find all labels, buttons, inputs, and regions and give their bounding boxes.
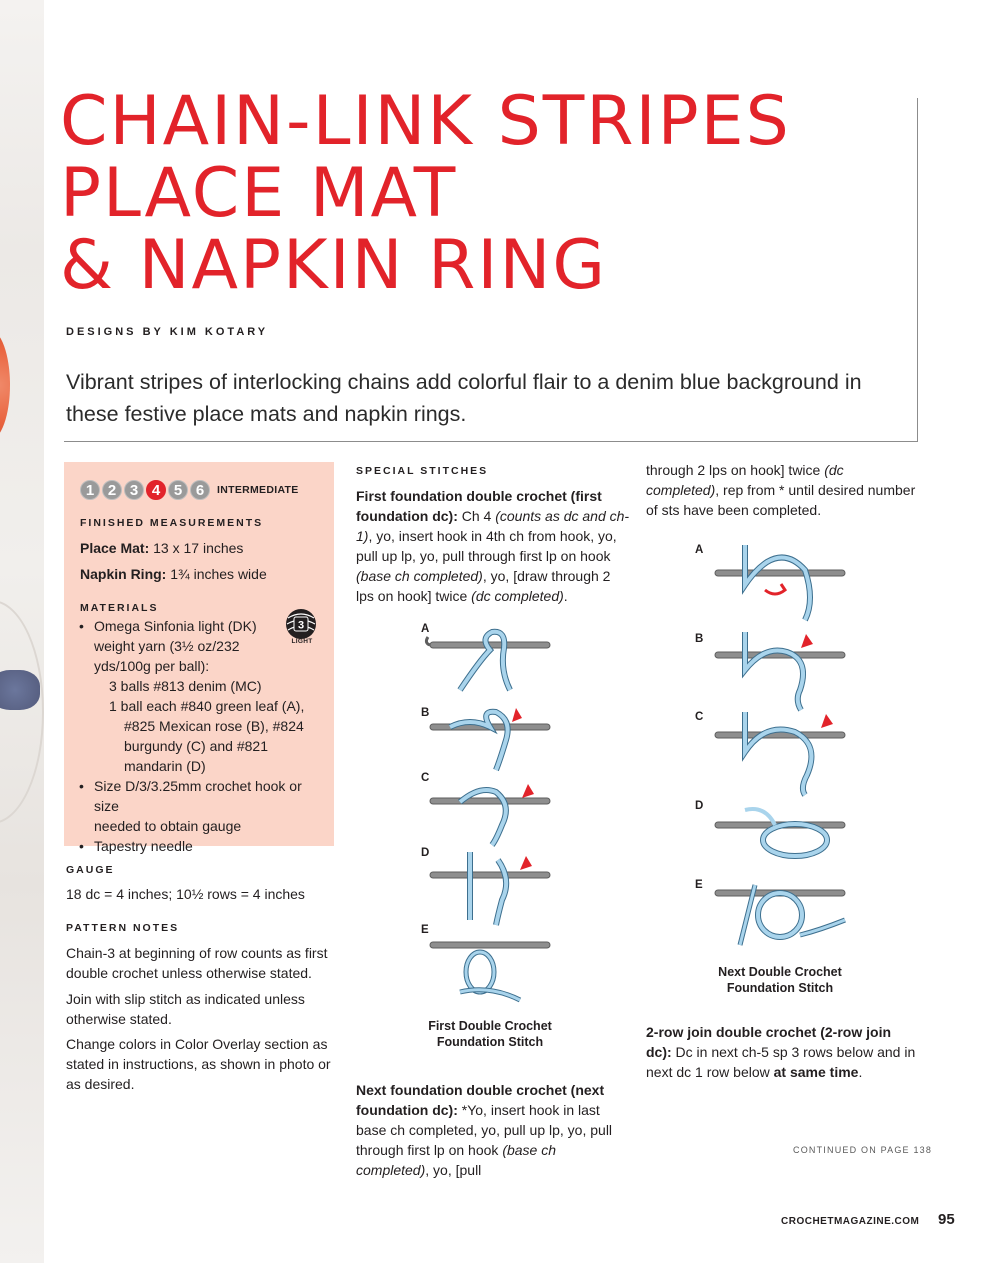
napkin-ring-size [80,564,267,584]
yarn-weight-label: LIGHT [291,638,313,645]
diagram2-step-b [715,632,845,710]
continued-on-page: CONTINUED ON PAGE 138 [793,1145,933,1155]
text-run: through 2 lps on hook] twice [646,462,825,478]
hook-line-2: needed to obtain gauge [94,818,242,834]
diagram2-letter-b: B [695,633,704,645]
gauge-text: 18 dc = 4 inches; 10½ rows = 4 inches [66,886,305,902]
page-number: 95 [938,1211,955,1228]
cover-photo-edge [0,0,44,1263]
next-foundation-dc-title: Next foundation double crochet (next foundation dc): [356,1082,605,1118]
yarn-line-8: mandarin (D) [124,758,206,774]
materials-list [79,616,319,856]
plate-shape [0,600,44,824]
place-mat-value: 13 x 17 inches [149,540,244,556]
gauge-heading: GAUGE [66,864,115,876]
intro-paragraph: Vibrant stripes of interlocking chains add colorful flair to a denim blue background in these festive place mats and napkin rings. [66,370,862,426]
text-run: . [858,1064,863,1080]
diagram2-caption [690,964,870,996]
diagram2-step-e [715,885,845,945]
title-line-2: PLACE MAT [60,154,458,233]
materials-needle: • Tapestry needle [79,836,319,856]
place-mat-photo [0,670,40,710]
napkin-ring-label: Napkin Ring: [80,566,167,582]
hook-line-1: • Size D/3/3.25mm crochet hook or size [94,778,302,814]
first-dc-foundation-diagram [420,620,570,1010]
pattern-notes-heading: PATTERN NOTES [66,922,180,934]
materials-yarn [79,616,319,776]
text-run-italic: (base ch completed) [356,1142,557,1178]
text-run: , yo, [pull [425,1162,482,1178]
pattern-note-3: Change colors in Color Overlay section as stated in instructions, as shown in photo or as desired. [66,1036,331,1092]
diagram1-caption [400,1018,580,1050]
yarn-line-3: yds/100g per ball): [94,658,210,674]
next-foundation-dc-continued [646,460,920,520]
text-run-italic: (dc completed) [646,462,844,498]
diagram1-step-c [430,784,550,845]
diagram2-step-a [715,545,845,620]
text-run-bold: at same time [773,1064,859,1080]
place-mat-label: Place Mat: [80,540,150,556]
diagram2-step-d [715,809,845,856]
yarn-weight-number: 3 [297,619,305,632]
diagram2-letter-a: A [695,544,704,556]
text-run: , rep from * until desired number of sts have been completed. [646,482,916,518]
diagram1-step-d [430,852,550,925]
skill-dot-3: 3 [124,480,144,500]
text-run-italic: (dc completed) [471,588,564,604]
yarn-line-1: • Omega Sinfonia light (DK) [94,618,257,634]
first-foundation-dc-title: First foundation double crochet (first foundation dc): [356,488,602,524]
place-mat-size [80,538,243,558]
skill-dot-4-active: 4 [146,480,166,500]
finished-measurements-heading: FINISHED MEASUREMENTS [80,517,264,529]
title-line-3: & NAPKIN RING [60,226,608,305]
page-title [60,82,910,305]
text-run-italic: (counts as dc and ch-1) [356,508,630,544]
diagram2-caption-line1: Next Double Crochet [718,965,842,979]
diagram1-letter-e: E [421,924,429,936]
diagram1-letter-b: B [421,707,430,719]
skill-level [80,480,299,500]
title-line-1: CHAIN-LINK STRIPES [60,82,791,161]
yarn-line-6: #825 Mexican rose (B), #824 [124,718,304,734]
materials-heading: MATERIALS [80,602,159,614]
skill-dot-6: 6 [190,480,210,500]
diagram1-letter-a: A [421,623,430,635]
text-run: Dc in next ch-5 sp 3 rows below and in next dc 1 row below [646,1044,916,1080]
pattern-note-2: Join with slip stitch as indicated unless otherwise stated. [66,991,305,1027]
diagram1-letter-c: C [421,772,430,784]
diagram2-caption-line2: Foundation Stitch [726,981,834,995]
materials-hook [79,776,319,836]
yarn-line-2: weight yarn (3½ oz/232 [94,638,240,654]
two-row-join-dc-title: 2-row join double crochet (2-row join dc): [646,1024,892,1060]
diagram2-letter-e: E [695,879,703,891]
text-run: , yo, [draw through 2 lps on hook] twice [356,568,611,604]
footer-website: CROCHETMAGAZINE.COM [781,1216,920,1227]
skill-level-label: INTERMEDIATE [217,484,299,496]
text-run: , yo, insert hook in 4th ch from hook, yo, pull up lp, yo, pull through first lp on hook [356,528,617,564]
skill-dot-5: 5 [168,480,188,500]
diagram1-step-e [430,942,550,1000]
pattern-note-1: Chain-3 at beginning of row counts as first double crochet unless otherwise stated. [66,945,328,981]
yarn-line-7: burgundy (C) and #821 [124,738,268,754]
diagram1-step-a [426,632,550,690]
special-stitches-heading: SPECIAL STITCHES [356,465,489,477]
diagram2-letter-d: D [695,800,704,812]
diagram2-letter-c: C [695,711,704,723]
diagram1-step-b [430,708,550,770]
title-frame-vertical-rule [917,98,918,442]
diagram2-step-c [715,712,845,795]
next-dc-foundation-diagram [695,540,855,950]
napkin-ring-value: 1¾ inches wide [166,566,267,582]
diagram1-letter-d: D [421,847,430,859]
text-run: . [563,588,568,604]
title-frame-horizontal-rule [64,441,918,442]
yarn-line-4: 3 balls #813 denim (MC) [109,678,262,694]
diagram1-caption-line1: First Double Crochet [428,1019,552,1033]
text-run-italic: (base ch completed) [356,568,483,584]
text-run: Ch 4 [457,508,496,524]
two-row-join-dc-text [646,1022,920,1082]
napkin-ring-photo [0,330,10,440]
text-run: *Yo, insert hook in last base ch completed, yo, pull up lp, yo, pull through first lp on hook [356,1102,613,1158]
next-foundation-dc-text [356,1080,630,1180]
skill-dot-1: 1 [80,480,100,500]
materials-sidebar [64,462,334,854]
yarn-line-5: 1 ball each #840 green leaf (A), [109,698,305,714]
skill-dot-2: 2 [102,480,122,500]
designer-byline: DESIGNS BY KIM KOTARY [66,326,269,338]
first-foundation-dc-text [356,486,630,606]
diagram1-caption-line2: Foundation Stitch [436,1035,544,1049]
